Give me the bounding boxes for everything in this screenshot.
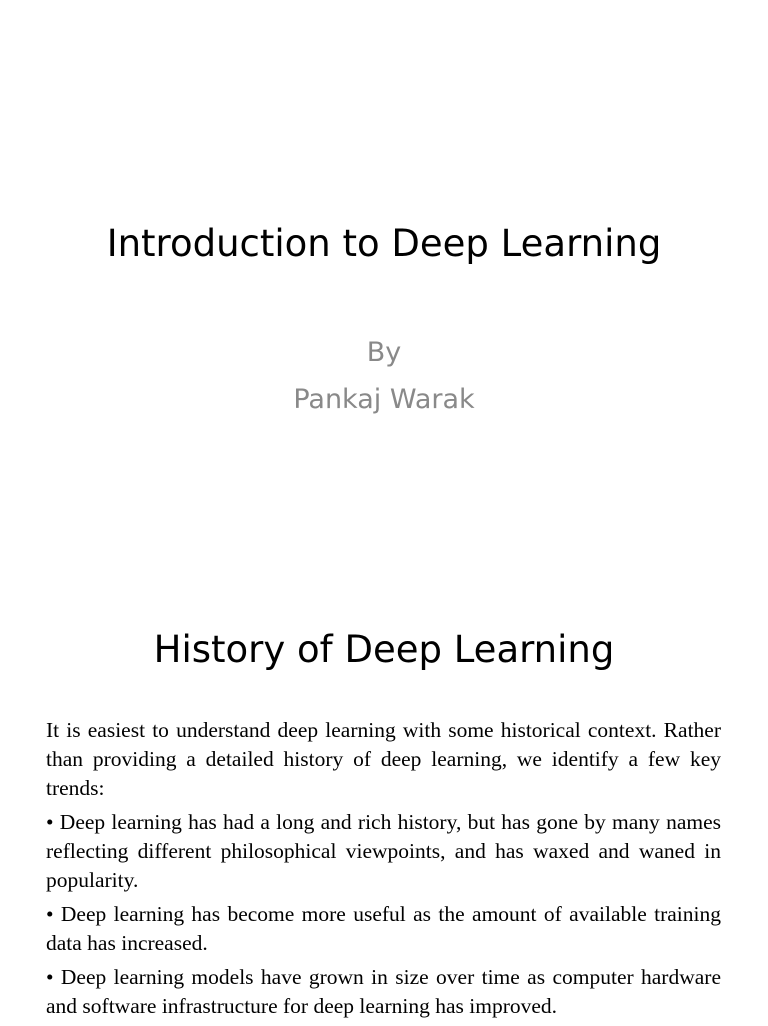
author-name: Pankaj Warak [293,384,475,415]
bullet-paragraph: • Deep learning has had a long and rich history, but has gone by many names reflecting different philosophical viewpoints, and has waxed and waned in popularity. [46,810,721,892]
intro-paragraph: It is easiest to understand deep learning with some historical context. Rather than providing a detailed history of deep learning, we identify a few key trends: [46,718,721,800]
bullet-paragraph: • Deep learning models have grown in size over time as computer hardware and software infrastructure for deep learning has improved. [46,965,721,1018]
presentation-title: Introduction to Deep Learning [106,222,662,265]
bullet-paragraph: • Deep learning has become more useful as the amount of available training data has increased. [46,902,721,955]
slide-title: History of Deep Learning [153,628,615,671]
by-label: By [366,337,402,368]
slide-body [46,716,721,1026]
history-slide [0,576,768,1024]
